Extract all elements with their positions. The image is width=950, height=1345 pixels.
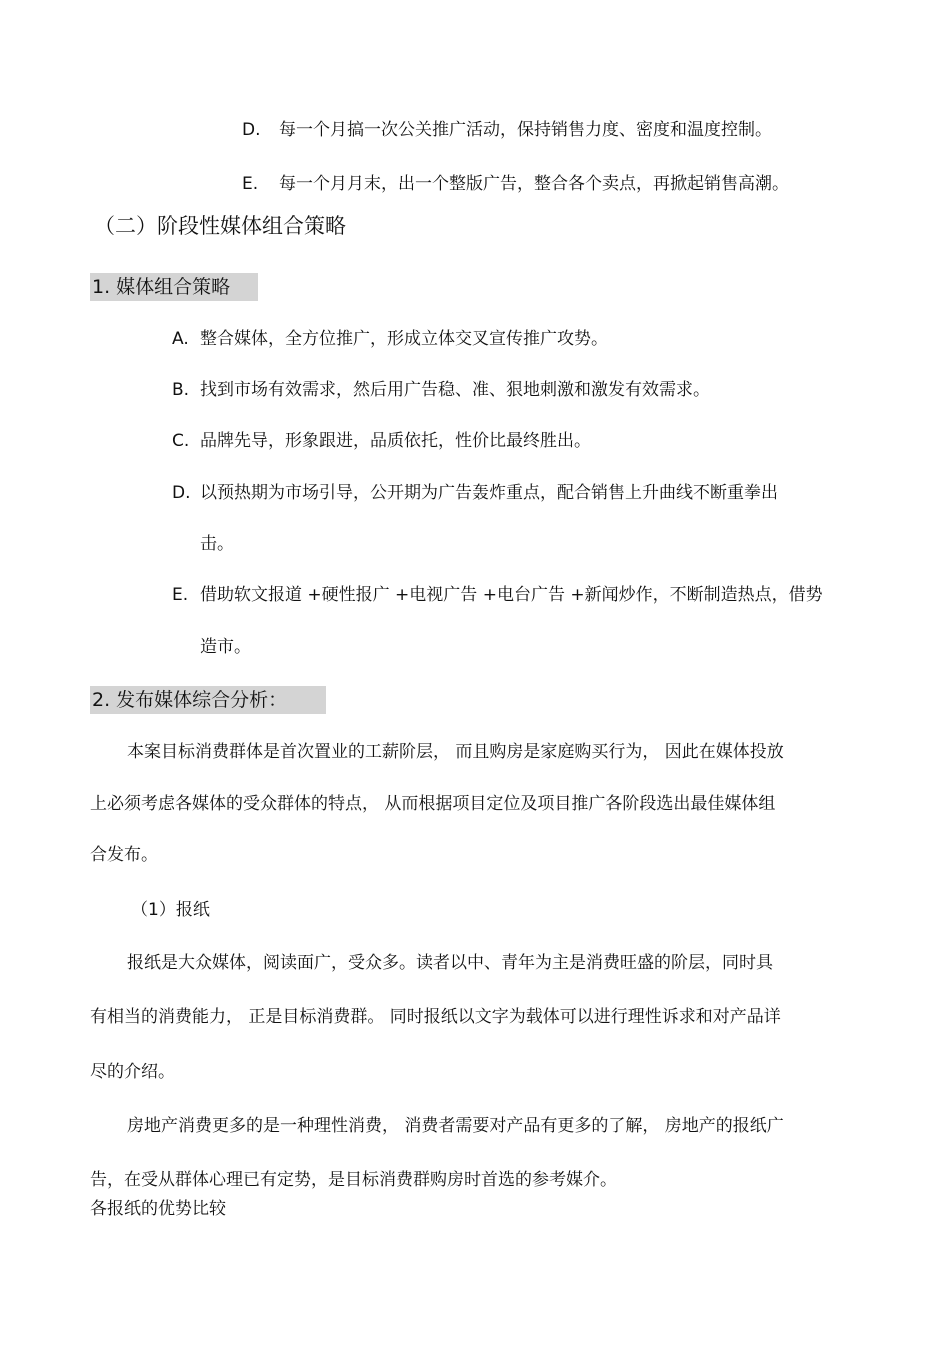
list-label: E.: [172, 585, 189, 605]
list-text: 品牌先导，形象跟进，品质依托，性价比最终胜出。: [200, 431, 591, 451]
list-item: [242, 119, 772, 141]
list-text: 每一个月搞一次公关推广活动，保持销售力度、密度和温度控制。: [279, 120, 772, 140]
subsection-heading: 1. 媒体组合策略: [90, 273, 258, 301]
list-label: A.: [172, 329, 189, 349]
list-label: D.: [172, 483, 191, 503]
list-item: [242, 173, 789, 195]
paragraph-line: 告，在受从群体心理已有定势，是目标消费群购房时首选的参考媒介。: [90, 1170, 617, 1190]
paragraph-line: 有相当的消费能力， 正是目标消费群。 同时报纸以文字为载体可以进行理性诉求和对产品详: [90, 1007, 781, 1027]
section-title: （二）阶段性媒体组合策略: [94, 214, 346, 238]
list-label: E.: [242, 174, 259, 194]
item-title: （1）报纸: [131, 900, 210, 920]
list-item: [172, 482, 778, 504]
paragraph-line: 上必须考虑各媒体的受众群体的特点， 从而根据项目定位及项目推广各阶段选出最佳媒体组: [90, 794, 776, 814]
list-item: [172, 328, 608, 350]
list-text-continued: 造市。: [200, 637, 251, 657]
subsection-heading: 2. 发布媒体综合分析：: [90, 686, 326, 714]
list-label: C.: [172, 431, 190, 451]
table-caption: 各报纸的优势比较: [90, 1199, 226, 1219]
list-text: 整合媒体，全方位推广，形成立体交叉宣传推广攻势。: [200, 329, 608, 349]
paragraph-line: 尽的介绍。: [90, 1062, 175, 1082]
paragraph-line: 本案目标消费群体是首次置业的工薪阶层， 而且购房是家庭购买行为， 因此在媒体投放: [127, 742, 784, 762]
paragraph-line: 房地产消费更多的是一种理性消费， 消费者需要对产品有更多的了解， 房地产的报纸广: [127, 1116, 784, 1136]
list-text-continued: 击。: [200, 534, 234, 554]
list-item: [172, 584, 823, 606]
list-item: [172, 430, 591, 452]
list-label: B.: [172, 380, 190, 400]
list-text: 每一个月月末，出一个整版广告，整合各个卖点，再掀起销售高潮。: [279, 174, 789, 194]
paragraph-line: 报纸是大众媒体，阅读面广，受众多。读者以中、青年为主是消费旺盛的阶层，同时具: [127, 953, 773, 973]
list-text: 找到市场有效需求，然后用广告稳、准、狠地刺激和激发有效需求。: [200, 380, 710, 400]
list-text: 借助软文报道 +硬性报广 +电视广告 +电台广告 +新闻炒作，不断制造热点，借势: [200, 585, 823, 605]
paragraph-line: 合发布。: [90, 845, 158, 865]
list-item: [172, 379, 710, 401]
list-label: D.: [242, 120, 261, 140]
list-text: 以预热期为市场引导，公开期为广告轰炸重点，配合销售上升曲线不断重拳出: [200, 483, 778, 503]
